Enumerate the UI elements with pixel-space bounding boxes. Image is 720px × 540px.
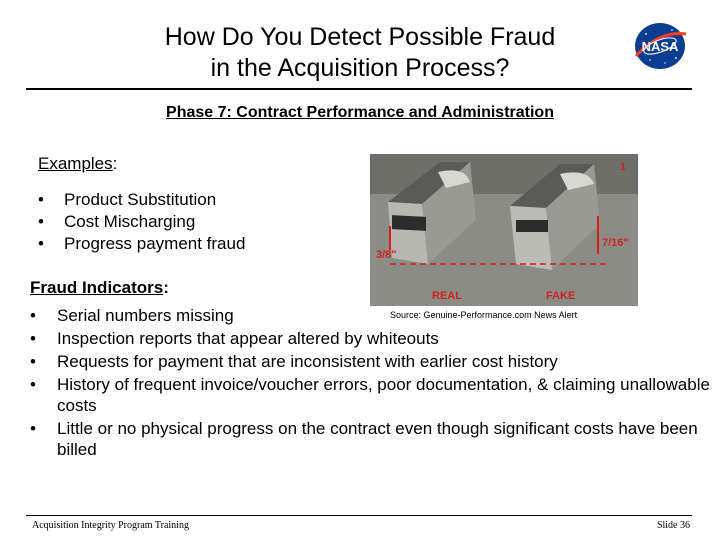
photo-label-real: REAL (432, 290, 462, 302)
phase-heading: Phase 7: Contract Performance and Administration (166, 104, 554, 121)
list-item (30, 328, 710, 349)
examples-list (38, 189, 245, 255)
example-text: Progress payment fraud (64, 234, 246, 253)
fraud-indicators-heading (30, 278, 169, 298)
indicator-text: Serial numbers missing (57, 306, 234, 325)
slide-title-line-2: in the Acquisition Process? (210, 54, 510, 82)
photo-left-measure: 3/8" (376, 249, 397, 261)
indicator-text: Little or no physical progress on the contract even though significant costs have been billed (57, 419, 698, 459)
fraud-indicators-heading-text: Fraud Indicators (30, 278, 164, 297)
footer-divider (26, 515, 692, 516)
bullet: • (38, 212, 44, 231)
bullet: • (30, 306, 36, 325)
bullet: • (30, 329, 36, 348)
slide-title-line-1: How Do You Detect Possible Fraud (164, 23, 556, 51)
nasa-logo-icon (632, 20, 688, 72)
list-item (38, 233, 245, 255)
bullet: • (30, 419, 36, 438)
bullet: • (38, 190, 44, 209)
example-text: Product Substitution (64, 190, 217, 209)
list-item (38, 211, 245, 233)
photo-right-measure: 7/16" (602, 237, 629, 249)
examples-heading-colon: : (112, 154, 118, 173)
bullet: • (30, 352, 36, 371)
fraud-indicators-list (30, 305, 710, 462)
photo-label-fake: FAKE (546, 290, 576, 302)
indicator-text: Inspection reports that appear altered by whiteouts (57, 329, 439, 348)
examples-heading-text: Examples (38, 154, 113, 173)
indicator-text: History of frequent invoice/voucher errors, poor documentation, & claiming unallowable costs (57, 375, 710, 415)
list-item (30, 305, 710, 326)
footer-course-title: Acquisition Integrity Program Training (32, 520, 189, 531)
list-item (30, 418, 710, 460)
fraud-indicators-heading-colon: : (163, 278, 169, 297)
photo-number: 1 (620, 161, 627, 173)
list-item (30, 374, 710, 416)
product-comparison-photo (370, 154, 638, 306)
list-item (38, 189, 245, 211)
slide-number: Slide 36 (656, 520, 690, 531)
example-text: Cost Mischarging (64, 212, 196, 231)
photo-source: Source: Genuine-Performance.com News Alert (390, 310, 578, 320)
indicator-text: Requests for payment that are inconsistent with earlier cost history (57, 352, 558, 371)
bullet: • (30, 375, 36, 394)
svg-text:NASA: NASA (641, 39, 679, 54)
examples-heading (38, 154, 117, 174)
list-item (30, 351, 710, 372)
title-divider (26, 88, 692, 90)
slide-title (60, 22, 660, 84)
bullet: • (38, 234, 44, 253)
